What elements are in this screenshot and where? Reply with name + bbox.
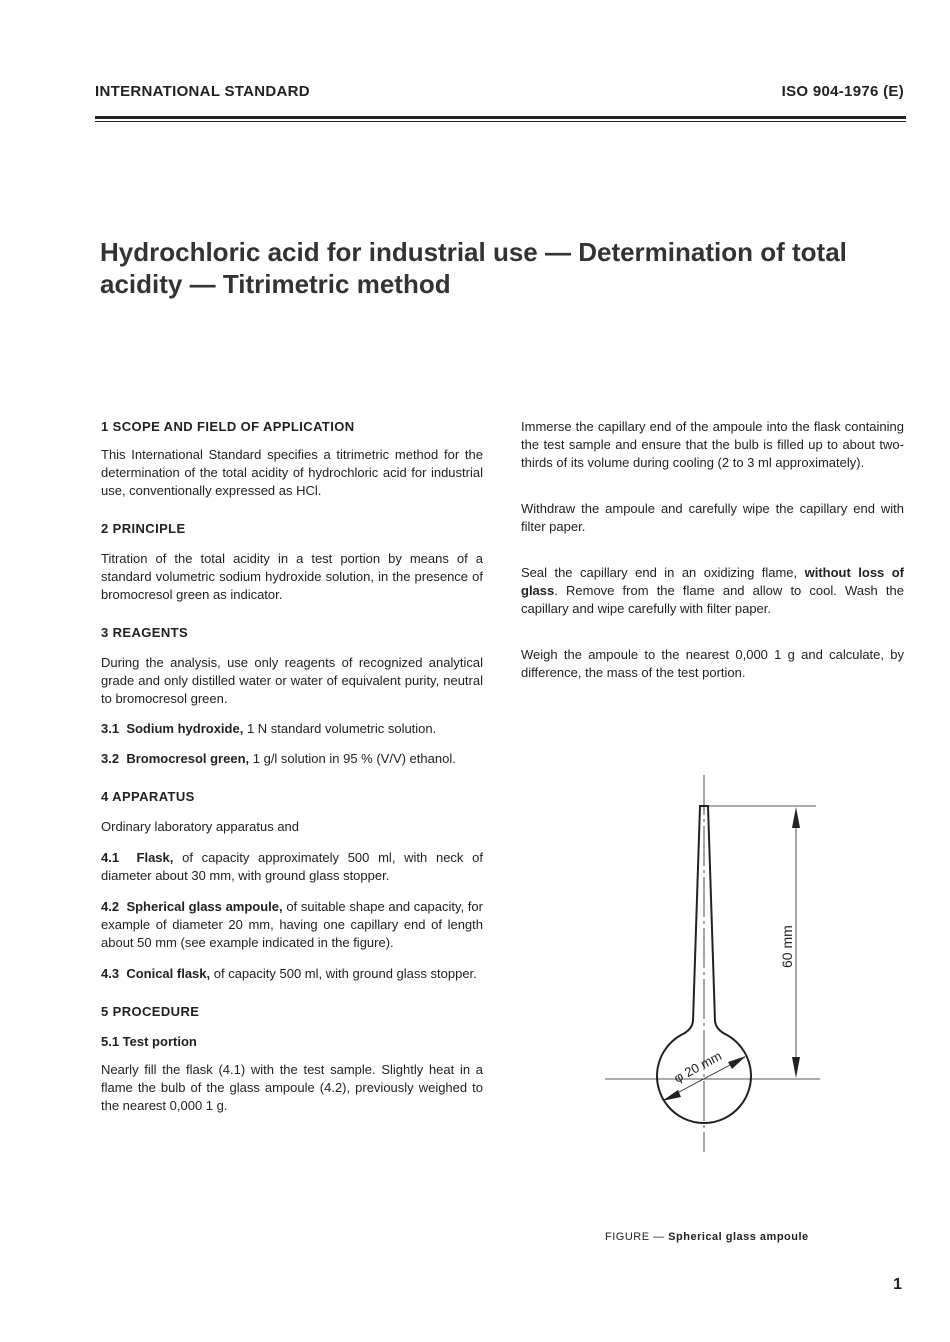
figure-caption xyxy=(605,1231,809,1243)
caption-prefix: FIGURE — xyxy=(605,1231,669,1243)
clause-num: 3.1 xyxy=(101,721,120,736)
section-3-text: During the analysis, use only reagents of recognized analytical grade and only distilled water or water of equivalent purity, neutral to bromocresol green. xyxy=(101,655,483,706)
document-title: Hydrochloric acid for industrial use — Determination of total acidity — Titrimetric method xyxy=(100,237,847,299)
section-5-heading: 5 PROCEDURE xyxy=(101,1004,200,1019)
page-number: 1 xyxy=(893,1276,902,1293)
section-2-heading: 2 PRINCIPLE xyxy=(101,521,186,536)
header-standard-label: INTERNATIONAL STANDARD xyxy=(95,83,310,100)
arrow-up-icon xyxy=(792,807,800,828)
section-4-heading: 4 APPARATUS xyxy=(101,789,195,804)
section-1-heading: 1 SCOPE AND FIELD OF APPLICATION xyxy=(101,419,355,434)
section-3-heading: 3 REAGENTS xyxy=(101,625,189,640)
arrow-left-icon xyxy=(662,1090,681,1101)
caption-title: Spherical glass ampoule xyxy=(668,1231,809,1243)
clause-text: 1 N standard volumetric solution. xyxy=(243,721,437,736)
clause-num: 3.2 xyxy=(101,751,120,766)
section-5-1-text: Nearly fill the flask (4.1) with the test sample. Slightly heat in a flame the bulb of the glass ampoule (4.2), previously weighed to the nearest 0,000 1 g. xyxy=(101,1062,483,1113)
clause-num: 4.3 xyxy=(101,966,120,981)
emphasis: without loss of glass xyxy=(521,565,904,598)
length-dimension-label: 60 mm xyxy=(779,925,795,968)
section-4-text: Ordinary laboratory apparatus and xyxy=(101,819,300,834)
clause-num: 4.2 xyxy=(101,899,120,914)
clause-text: of capacity 500 ml, with ground glass stopper. xyxy=(210,966,477,981)
text: . Remove from the flame and allow to cool. Wash the capillary and wipe carefully with filter paper. xyxy=(521,583,904,616)
arrow-down-icon xyxy=(792,1057,800,1078)
text: Seal the capillary end in an oxidizing flame, xyxy=(521,565,805,580)
clause-text: of capacity approximately 500 ml, with neck of diameter about 30 mm, with ground glass stopper. xyxy=(101,850,483,883)
clause-term: Sodium hydroxide, xyxy=(126,721,244,736)
clause-text: 1 g/l solution in 95 % (V/V) ethanol. xyxy=(249,751,456,766)
clause-term: Flask, xyxy=(136,850,174,865)
procedure-paragraph-4: Weigh the ampoule to the nearest 0,000 1 g and calculate, by difference, the mass of the test portion. xyxy=(521,647,904,680)
clause-term: Spherical glass ampoule, xyxy=(126,899,283,914)
clause-term: Bromocresol green, xyxy=(126,751,250,766)
clause-term: Conical flask, xyxy=(126,966,211,981)
procedure-paragraph-2: Withdraw the ampoule and carefully wipe the capillary end with filter paper. xyxy=(521,501,904,534)
section-1-text: This International Standard specifies a titrimetric method for the determination of the total acidity of hydrochloric acid for industrial use, conventionally expressed as HCl. xyxy=(101,447,483,498)
diameter-dimension-label: φ 20 mm xyxy=(671,1048,725,1086)
clause-text: of suitable shape and capacity, for example of diameter 20 mm, having one capillary end of length about 50 mm (see example indicated in the figure). xyxy=(101,899,483,950)
clause-num: 4.1 xyxy=(101,850,120,865)
procedure-paragraph-1: Immerse the capillary end of the ampoule into the flask containing the test sample and ensure that the bulb is filled up to about two-thirds of its volume during cooling (2 to 3 ml approximately). xyxy=(521,419,904,470)
section-2-text: Titration of the total acidity in a test portion by means of a standard volumetric sodium hydroxide solution, in the presence of bromocresol green as indicator. xyxy=(101,551,483,602)
section-5-1-heading: 5.1 Test portion xyxy=(101,1034,197,1049)
header-document-number: ISO 904-1976 (E) xyxy=(781,83,904,100)
arrow-right-icon xyxy=(728,1056,746,1069)
